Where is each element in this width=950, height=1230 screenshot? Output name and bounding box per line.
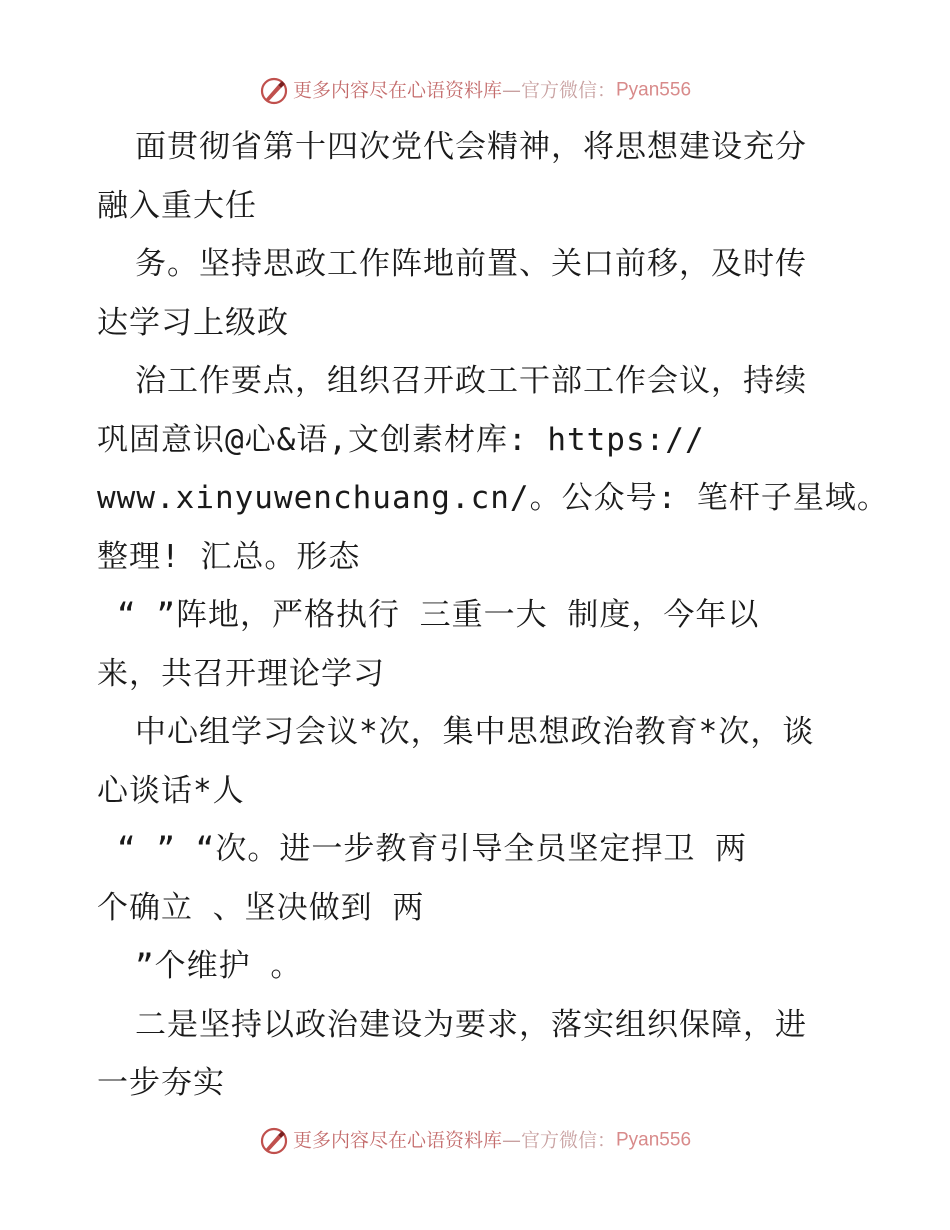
banner-account-id: Pyan556	[616, 79, 692, 101]
document-body	[97, 118, 889, 1113]
banner-dash: —	[501, 79, 521, 102]
text-line: 中心组学习会议*次，集中思想政治教育*次，谈	[135, 714, 815, 750]
text-line: 整理! 汇总。形态	[97, 538, 361, 575]
text-line: 巩固意识@心&语,文创素材库: https://	[97, 421, 705, 458]
pen-logo-icon	[259, 1126, 289, 1156]
banner-main-text: 更多内容尽在心语资料库	[292, 1129, 502, 1152]
text-line: www.xinyuwenchuang.cn/。公众号: 笔杆子星域。	[97, 480, 889, 516]
text-line: “ ” “次。进一步教育引导全员坚定捍卫 两	[117, 831, 747, 867]
header-watermark	[0, 75, 950, 106]
text-line: 达学习上级政	[97, 304, 289, 341]
banner-account-label: 官方微信：	[520, 1129, 616, 1152]
text-line: 二是坚持以政治建设为要求，落实组织保障，进	[135, 1006, 807, 1043]
text-line: ”个维护 。	[135, 948, 303, 984]
pen-logo-icon	[259, 76, 289, 106]
text-line: 面贯彻省第十四次党代会精神，将思想建设充分	[135, 129, 807, 165]
text-line: 来，共召开理论学习	[97, 655, 385, 692]
text-line: 治工作要点，组织召开政工干部工作会议，持续	[135, 363, 807, 399]
banner-account-label: 官方微信：	[520, 79, 616, 102]
text-line: 个确立 、坚决做到 两	[97, 889, 425, 926]
banner-account-id: Pyan556	[616, 1129, 692, 1151]
text-line: 心谈话*人	[97, 772, 245, 809]
banner-main-text: 更多内容尽在心语资料库	[292, 79, 502, 102]
text-line: 一步夯实	[97, 1065, 225, 1101]
banner-dash: —	[501, 1129, 521, 1152]
text-line: 融入重大任	[97, 187, 257, 224]
footer-watermark	[0, 1125, 950, 1156]
text-line: “ ”阵地，严格执行 三重一大 制度，今年以	[117, 597, 760, 633]
text-line: 务。坚持思政工作阵地前置、关口前移，及时传	[135, 246, 807, 282]
